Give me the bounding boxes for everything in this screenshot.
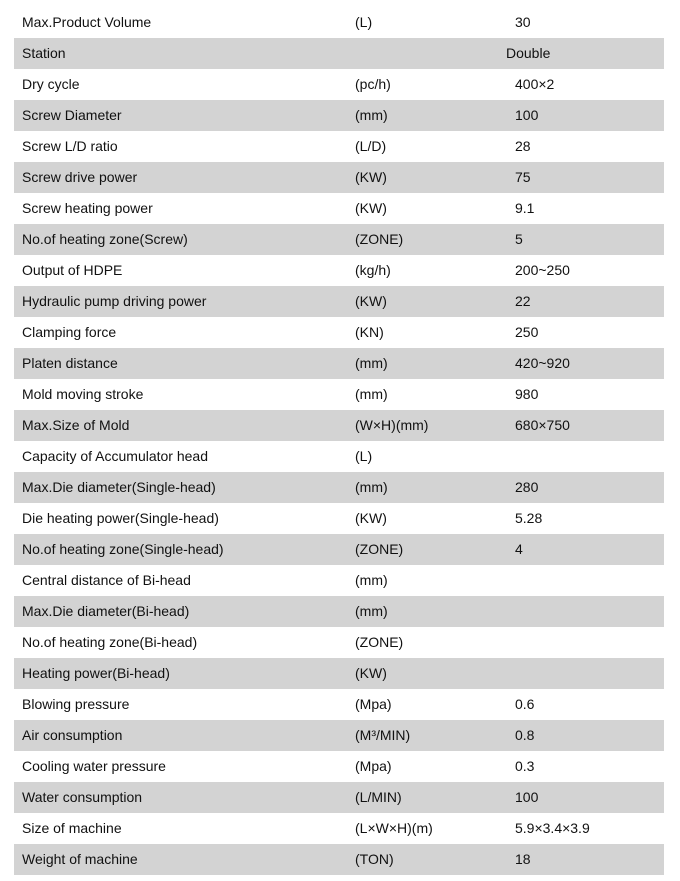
table-row — [14, 534, 664, 565]
spec-value: 0.3 — [515, 758, 535, 774]
spec-value: 0.8 — [515, 727, 535, 743]
spec-unit: (L/MIN) — [355, 789, 402, 805]
spec-unit: (Mpa) — [355, 696, 392, 712]
spec-unit: (L) — [355, 14, 373, 30]
spec-unit: (mm) — [355, 386, 388, 402]
spec-name: Hydraulic pump driving power — [22, 293, 207, 309]
spec-unit: (L) — [355, 448, 373, 464]
spec-value: 30 — [515, 14, 531, 30]
table-row — [14, 658, 664, 689]
table-row — [14, 224, 664, 255]
spec-name: Output of HDPE — [22, 262, 123, 278]
table-row — [14, 162, 664, 193]
spec-unit: (Mpa) — [355, 758, 392, 774]
table-row — [14, 131, 664, 162]
spec-value: 5 — [515, 231, 523, 247]
spec-name: Die heating power(Single-head) — [22, 510, 219, 526]
spec-unit: (mm) — [355, 107, 388, 123]
spec-unit: (ZONE) — [355, 541, 404, 557]
spec-value: 680×750 — [515, 417, 570, 433]
spec-name: Central distance of Bi-head — [22, 572, 191, 588]
spec-value: 980 — [515, 386, 539, 402]
table-row — [14, 348, 664, 379]
spec-name: Max.Size of Mold — [22, 417, 130, 433]
spec-value: 28 — [515, 138, 531, 154]
spec-name: Capacity of Accumulator head — [22, 448, 208, 464]
spec-unit: (KW) — [355, 169, 387, 185]
table-row — [14, 627, 664, 658]
table-row — [14, 503, 664, 534]
spec-unit: (mm) — [355, 603, 388, 619]
spec-unit: (KW) — [355, 293, 387, 309]
spec-name: Screw heating power — [22, 200, 153, 216]
table-row — [14, 596, 664, 627]
table-row — [14, 286, 664, 317]
spec-unit: (mm) — [355, 479, 388, 495]
spec-name: Max.Product Volume — [22, 14, 152, 30]
spec-unit: (mm) — [355, 572, 388, 588]
spec-unit: (ZONE) — [355, 634, 404, 650]
table-row — [14, 69, 664, 100]
spec-name: Size of machine — [22, 820, 122, 836]
table-row — [14, 565, 664, 596]
table-row — [14, 379, 664, 410]
spec-name: Max.Die diameter(Bi-head) — [22, 603, 190, 619]
spec-name: Screw drive power — [22, 169, 138, 185]
spec-name: Mold moving stroke — [22, 386, 144, 402]
spec-value: 5.9×3.4×3.9 — [515, 820, 590, 836]
spec-value: 400×2 — [515, 76, 555, 92]
spec-unit: (KW) — [355, 665, 387, 681]
spec-name: No.of heating zone(Single-head) — [22, 541, 224, 557]
spec-name: Platen distance — [22, 355, 118, 371]
spec-value: 0.6 — [515, 696, 535, 712]
table-row — [14, 7, 664, 38]
spec-unit: (kg/h) — [355, 262, 391, 278]
spec-name: No.of heating zone(Screw) — [22, 231, 188, 247]
spec-name: Blowing pressure — [22, 696, 130, 712]
table-row — [14, 100, 664, 131]
spec-unit: (M³/MIN) — [355, 727, 411, 743]
table-row — [14, 410, 664, 441]
spec-unit: (KW) — [355, 510, 387, 526]
spec-name: Water consumption — [22, 789, 143, 805]
table-row — [14, 720, 664, 751]
spec-name: Screw L/D ratio — [22, 138, 118, 154]
spec-value: 4 — [515, 541, 523, 557]
spec-name: Screw Diameter — [22, 107, 122, 123]
table-row — [14, 751, 664, 782]
spec-unit: (KN) — [355, 324, 384, 340]
spec-unit: (KW) — [355, 200, 387, 216]
spec-value: 100 — [515, 107, 539, 123]
spec-name: Weight of machine — [22, 851, 138, 867]
spec-merged-value: Double — [506, 45, 551, 61]
spec-name: Station — [22, 45, 66, 61]
spec-name: No.of heating zone(Bi-head) — [22, 634, 198, 650]
spec-name: Air consumption — [22, 727, 123, 743]
spec-name: Dry cycle — [22, 76, 80, 92]
table-row — [14, 844, 664, 875]
spec-value: 18 — [515, 851, 531, 867]
spec-unit: (ZONE) — [355, 231, 404, 247]
spec-name: Heating power(Bi-head) — [22, 665, 170, 681]
spec-value: 22 — [515, 293, 531, 309]
spec-name: Clamping force — [22, 324, 117, 340]
spec-unit: (W×H)(mm) — [355, 417, 429, 433]
spec-value: 75 — [515, 169, 531, 185]
spec-value: 420~920 — [515, 355, 570, 371]
table-row — [14, 441, 664, 472]
table-row — [14, 317, 664, 348]
spec-value: 250 — [515, 324, 539, 340]
spec-unit: (pc/h) — [355, 76, 391, 92]
table-row — [14, 193, 664, 224]
table-row — [14, 689, 664, 720]
table-row — [14, 782, 664, 813]
spec-table — [14, 7, 664, 875]
spec-name: Cooling water pressure — [22, 758, 166, 774]
table-row — [14, 813, 664, 844]
spec-name: Max.Die diameter(Single-head) — [22, 479, 216, 495]
spec-value: 5.28 — [515, 510, 543, 526]
spec-unit: (mm) — [355, 355, 388, 371]
spec-unit: (L/D) — [355, 138, 387, 154]
spec-unit: (TON) — [355, 851, 394, 867]
spec-unit: (L×W×H)(m) — [355, 820, 433, 836]
spec-value: 100 — [515, 789, 539, 805]
spec-value: 9.1 — [515, 200, 535, 216]
spec-value: 200~250 — [515, 262, 570, 278]
table-row — [14, 38, 664, 69]
spec-value: 280 — [515, 479, 539, 495]
table-row — [14, 472, 664, 503]
table-row — [14, 255, 664, 286]
